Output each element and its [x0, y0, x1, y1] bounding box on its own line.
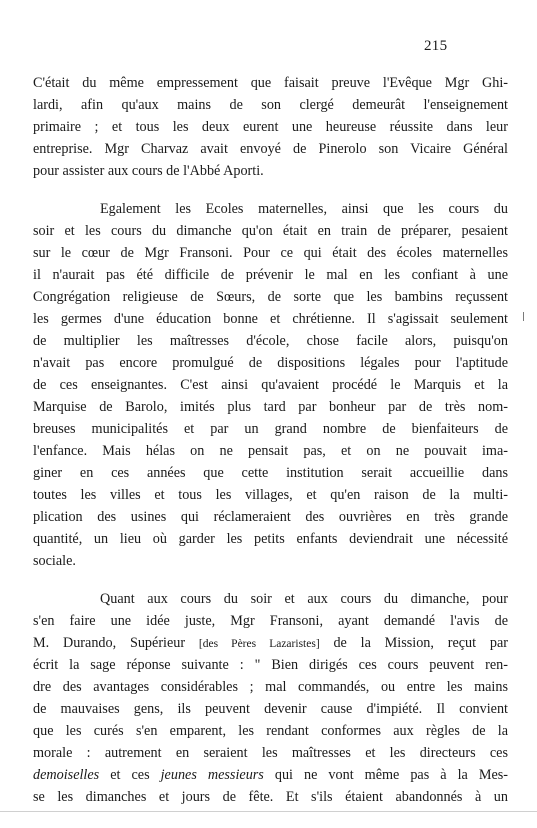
text-line: dre des avantages considérables ; mal commandés, ou entre les mains [33, 679, 508, 695]
text-line: pour assister aux cours de l'Abbé Aporti. [33, 163, 264, 179]
text-span: qui ne vont même pas à la Mes- [263, 767, 508, 783]
text-line: lardi, afin qu'aux mains de son clergé demeurât l'enseignement [33, 97, 508, 113]
text-line: Quant aux cours du soir et aux cours du dimanche, pour [100, 591, 508, 607]
text-line: giner en ces années que cette institution serait accueillie dans [33, 465, 508, 481]
text-line: soir et les cours du dimanche qu'on était en train de préparer, pesaient [33, 223, 508, 239]
text-line [33, 632, 508, 654]
text-line: de multiplier les maîtresses d'école, chose facile alors, puisqu'on [33, 333, 508, 349]
text-line: il n'aurait pas été difficile de prévenir le mal en les confiant à une [33, 267, 508, 283]
page-edge-divider [0, 811, 537, 812]
text-line: Marquise de Barolo, imités plus tard par bonheur par de très nom- [33, 399, 508, 415]
text-line: Congrégation religieuse de Sœurs, de sorte que les bambins reçussent [33, 289, 508, 305]
bracketed-note: [des Pères Lazaristes] [198, 638, 320, 650]
text-line: morale : autrement en seraient les maîtresses et les directeurs ces [33, 745, 508, 761]
italic-text: jeunes messieurs [160, 767, 264, 783]
page-number: 215 [424, 38, 448, 54]
text-line: écrit la sage réponse suivante : " Bien dirigés ces cours peuvent ren- [33, 657, 508, 673]
text-line: sociale. [33, 553, 76, 569]
text-span: de la Mission, reçut par [319, 635, 508, 651]
text-line: l'enfance. Mais hélas on ne pensait pas, et on ne pouvait ima- [33, 443, 508, 459]
text-line: s'en faire une idée juste, Mgr Fransoni, ayant demandé l'avis de [33, 613, 508, 629]
text-line: C'était du même empressement que faisait preuve l'Evêque Mgr Ghi- [33, 75, 508, 91]
text-line: primaire ; et tous les deux eurent une heureuse réussite dans leur [33, 119, 508, 135]
text-line: de mauvaises gens, ils peuvent devenir cause d'impiété. Il convient [33, 701, 508, 717]
text-line: sur le cœur de Mgr Fransoni. Pour ce qui était des écoles maternelles [33, 245, 508, 261]
margin-mark [523, 312, 524, 321]
text-line: n'avait pas encore promulgué de dispositions légales pour l'aptitude [33, 355, 508, 371]
text-line: Egalement les Ecoles maternelles, ainsi que les cours du [100, 201, 508, 217]
text-line: de ces enseignantes. C'est ainsi qu'avaient procédé le Marquis et la [33, 377, 508, 393]
text-line: entreprise. Mgr Charvaz avait envoyé de Pinerolo son Vicaire Général [33, 141, 508, 157]
text-line: toutes les villes et tous les villages, et qu'en raison de la multi- [33, 487, 508, 503]
text-line: les germes d'une éducation bonne et chrétienne. Il s'agissait seulement [33, 311, 508, 327]
text-line: que les curés s'en emparent, les rendant conformes aux règles de la [33, 723, 508, 739]
text-span: et ces [99, 767, 161, 783]
text-line: breuses municipalités et par un grand nombre de bienfaiteurs de [33, 421, 508, 437]
text-line: quantité, un lieu où garder les petits enfants deviendrait une nécessité [33, 531, 508, 547]
text-span: M. Durando, Supérieur [33, 635, 199, 651]
body-text [33, 72, 508, 805]
italic-text: demoiselles [33, 767, 100, 783]
text-line [33, 764, 508, 786]
text-line: plication des usines qui réclameraient des ouvrières en très grande [33, 509, 508, 525]
text-line: se les dimanches et jours de fête. Et s'ils étaient abandonnés à un [33, 789, 508, 805]
